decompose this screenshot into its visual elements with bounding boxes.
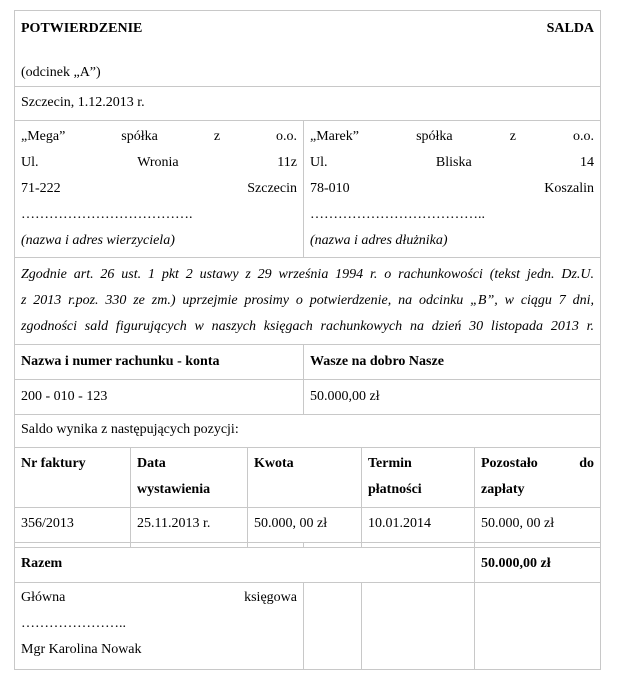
place-date: Szczecin, 1.12.2013 r. (15, 87, 601, 121)
payment-term-header-line-1: Termin (368, 456, 412, 471)
invoice-header-row (15, 448, 601, 508)
creditor-city (21, 176, 297, 202)
title-right: SALDA (546, 21, 595, 36)
issue-date-header-line-1: Data (137, 456, 166, 471)
signatory-name: Mgr Karolina Nowak (21, 642, 142, 657)
debtor-name (310, 124, 594, 150)
law-text-cell (15, 258, 601, 345)
debtor-dots: ……………………………….. (310, 207, 485, 222)
law-text-line-2: z 2013 r.poz. 330 ze zm.) uprzejmie prosimy o potwierdzenie, na odcinku „B”, w ciągu 7 dni, (21, 293, 595, 308)
remaining-header-word: Pozostało (481, 456, 538, 471)
debtor-city-name: Koszalin (544, 181, 595, 196)
invoice-amount: 50.000, 00 zł (248, 508, 362, 543)
creditor-name-part: o.o. (276, 129, 297, 144)
law-row (15, 258, 601, 345)
debtor-name-part: o.o. (573, 129, 595, 144)
invoice-issue-date: 25.11.2013 r. (131, 508, 248, 543)
invoice-remaining: 50.000, 00 zł (475, 508, 601, 543)
signature-dots: ………………….. (21, 616, 126, 631)
remaining-header-line-2: zapłaty (481, 482, 525, 497)
total-row (15, 548, 601, 583)
place-date-row (15, 87, 601, 121)
creditor-postcode: 71-222 (21, 181, 61, 196)
account-balance: 50.000,00 zł (304, 380, 601, 415)
issue-date-header-line-2: wystawienia (137, 482, 211, 497)
debtor-street-part: Bliska (435, 155, 472, 170)
balance-header: Wasze na dobro Nasze (304, 345, 601, 380)
creditor-street (21, 150, 297, 176)
saldo-intro-row (15, 415, 601, 448)
account-value-row (15, 380, 601, 415)
signature-row (15, 583, 601, 670)
issue-date-header (131, 448, 248, 508)
creditor-cell (15, 121, 304, 258)
debtor-street-part: Ul. (310, 155, 328, 170)
remaining-header-line-1 (481, 451, 594, 477)
signature-role (21, 585, 297, 611)
header-row (15, 11, 601, 87)
signature-cell (15, 583, 304, 670)
empty-cell (304, 583, 362, 670)
balance-confirmation-document (14, 10, 600, 670)
creditor-street-part: Wronia (137, 155, 179, 170)
empty-cell (475, 583, 601, 670)
section-label: (odcinek „A”) (21, 65, 101, 80)
debtor-name-part: z (509, 129, 516, 144)
total-value: 50.000,00 zł (475, 548, 601, 583)
invoice-payment-term: 10.01.2014 (362, 508, 475, 543)
signature-role-word: Główna (21, 590, 66, 605)
creditor-name-part: spółka (121, 129, 158, 144)
saldo-intro: Saldo wynika z następujących pozycji: (15, 415, 601, 448)
law-text-line-1: Zgodnie art. 26 ust. 1 pkt 2 ustawy z 29 września 1994 r. o rachunkowości (tekst jedn. Dz.U. (21, 267, 595, 282)
debtor-cell (304, 121, 601, 258)
signature-role-word: księgowa (244, 590, 297, 605)
payment-term-header (362, 448, 475, 508)
creditor-street-part: Ul. (21, 155, 39, 170)
title-left: POTWIERDZENIE (21, 21, 143, 36)
debtor-name-part: spółka (416, 129, 453, 144)
creditor-name-part: z (213, 129, 221, 144)
creditor-caption: (nazwa i adres wierzyciela) (21, 233, 175, 248)
confirmation-form-table (14, 10, 601, 670)
remaining-header (475, 448, 601, 508)
remaining-header-word: do (579, 456, 595, 471)
creditor-name-part: „Mega” (21, 129, 66, 144)
amount-header: Kwota (248, 448, 362, 508)
creditor-city-name: Szczecin (247, 181, 297, 196)
debtor-postcode: 78-010 (310, 181, 350, 196)
debtor-name-part: „Marek” (310, 129, 359, 144)
account-name-header: Nazwa i numer rachunku - konta (15, 345, 304, 380)
invoice-row (15, 508, 601, 543)
payment-term-header-line-2: płatności (368, 482, 422, 497)
law-text-line-3: zgodności sald figurujących w naszych księgach rachunkowych na dzień 30 listopada 2013 r. (21, 319, 595, 334)
debtor-street-part: 14 (580, 155, 595, 170)
invoice-number-header: Nr faktury (15, 448, 131, 508)
creditor-street-part: 11z (277, 155, 297, 170)
account-header-row (15, 345, 601, 380)
account-number: 200 - 010 - 123 (15, 380, 304, 415)
debtor-street (310, 150, 594, 176)
invoice-number: 356/2013 (15, 508, 131, 543)
debtor-city (310, 176, 594, 202)
empty-cell (362, 583, 475, 670)
parties-row (15, 121, 601, 258)
creditor-dots: ………………………………. (21, 207, 193, 222)
document-title (21, 11, 594, 42)
creditor-name (21, 124, 297, 150)
total-label: Razem (15, 548, 475, 583)
header-cell (15, 11, 601, 87)
debtor-caption: (nazwa i adres dłużnika) (310, 233, 448, 248)
